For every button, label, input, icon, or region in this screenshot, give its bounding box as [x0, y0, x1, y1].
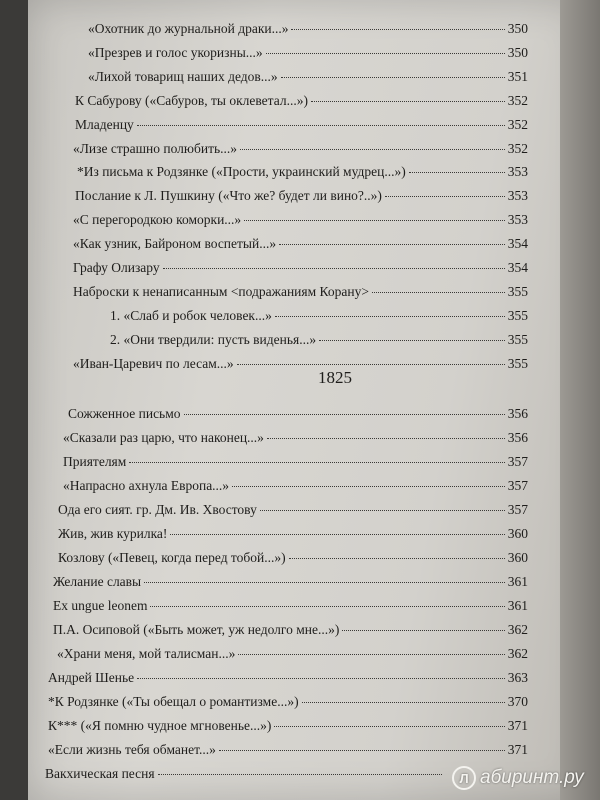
toc-entry-page: 351: [507, 69, 528, 84]
toc-entry-title: Жив, жив курилка!: [58, 526, 168, 541]
leader-dots: [319, 340, 505, 341]
toc-entry: [53, 597, 528, 615]
toc-entry-title: К*** («Я помню чудное мгновенье...»): [48, 718, 272, 733]
toc-entry-page: 352: [507, 93, 528, 108]
toc-entry: [63, 429, 528, 447]
toc-entry-page: 352: [507, 117, 528, 132]
toc-entry-page: 353: [507, 164, 528, 179]
toc-entry: [58, 501, 528, 519]
adjacent-page-edge: [560, 0, 600, 800]
leader-dots: [163, 268, 505, 269]
leader-dots: [158, 774, 442, 775]
toc-entry-title: «Храни меня, мой талисман...»: [57, 646, 236, 661]
toc-entry-page: 354: [507, 236, 528, 251]
toc-entry-title: Желание славы: [53, 574, 142, 589]
toc-entry: [73, 355, 528, 373]
toc-entry-title: Андрей Шенье: [48, 670, 135, 685]
toc-entry-page: 357: [507, 478, 528, 493]
toc-entry-page: 361: [507, 574, 528, 589]
toc-entry-title: «С перегородкою коморки...»: [73, 212, 242, 227]
leader-dots: [232, 486, 505, 487]
toc-entry: [88, 20, 528, 38]
toc-entry: [58, 525, 528, 543]
leader-dots: [281, 77, 505, 78]
toc-entry-page: 362: [507, 622, 528, 637]
toc-entry-page: 355: [507, 284, 528, 299]
toc-entry-title: «Охотник до журнальной драки...»: [88, 21, 289, 36]
toc-entry-page: 357: [507, 502, 528, 517]
toc-entry-page: 354: [507, 260, 528, 275]
toc-entry-title: Козлову («Певец, когда перед тобой...»): [58, 550, 286, 565]
leader-dots: [266, 53, 505, 54]
toc-entry: [88, 68, 528, 86]
toc-entry: [45, 765, 445, 783]
toc-entry-title: Приятелям: [63, 454, 127, 469]
leader-dots: [260, 510, 505, 511]
toc-entry: [53, 573, 528, 591]
leader-dots: [291, 29, 504, 30]
toc-entry-page: 355: [507, 308, 528, 323]
toc-entry-title: Наброски к ненаписанным <подражаниям Корану>: [73, 284, 369, 299]
toc-entry-page: 360: [507, 526, 528, 541]
toc-entry-title: «Лихой товарищ наших дедов...»: [88, 69, 278, 84]
toc-entry: [73, 283, 528, 301]
toc-entry: [48, 669, 528, 687]
toc-entry-title: 1. «Слаб и робок человек...»: [110, 308, 272, 323]
toc-entry: [63, 477, 528, 495]
toc-entry-page: 353: [507, 188, 528, 203]
toc-entry-title: «Сказали раз царю, что наконец...»: [63, 430, 264, 445]
leader-dots: [302, 702, 505, 703]
toc-entry: [77, 163, 528, 181]
toc-entry: [73, 140, 528, 158]
toc-entry-page: 356: [507, 430, 528, 445]
toc-entry: [63, 453, 528, 471]
toc-entry-page: 357: [507, 454, 528, 469]
leader-dots: [238, 654, 504, 655]
leader-dots: [129, 462, 504, 463]
toc-entry-title: *Из письма к Родзянке («Прости, украинский мудрец...»): [77, 164, 406, 179]
toc-entry-page: 370: [507, 694, 528, 709]
toc-entry: [110, 331, 528, 349]
leader-dots: [385, 196, 505, 197]
toc-entry-title: «Лизе страшно полюбить...»: [73, 141, 238, 156]
leader-dots: [409, 172, 505, 173]
toc-entry-page: 363: [507, 670, 528, 685]
toc-entry-title: Сожженное письмо: [68, 406, 181, 421]
leader-dots: [289, 558, 505, 559]
book-page: [28, 0, 588, 800]
toc-entry-title: П.А. Осиповой («Быть может, уж недолго мне...»): [53, 622, 340, 637]
toc-entry: [48, 693, 528, 711]
toc-entry-title: К Сабурову («Сабуров, ты оклеветал...»): [75, 93, 308, 108]
toc-entry: [88, 44, 528, 62]
toc-entry-title: Графу Олизару: [73, 260, 160, 275]
leader-dots: [137, 678, 505, 679]
leader-dots: [170, 534, 504, 535]
toc-entry-page: 371: [507, 742, 528, 757]
toc-entry: [73, 259, 528, 277]
leader-dots: [267, 438, 505, 439]
toc-entry-page: 360: [507, 550, 528, 565]
toc-entry: [75, 187, 528, 205]
toc-entry-title: Младенцу: [75, 117, 134, 132]
leader-dots: [237, 364, 505, 365]
toc-entry: [53, 621, 528, 639]
toc-entry-page: 361: [507, 598, 528, 613]
toc-entry-page: 353: [507, 212, 528, 227]
labirint-watermark: [452, 766, 584, 790]
toc-entry: [57, 645, 528, 663]
toc-entry-title: «Как узник, Байроном воспетый...»: [73, 236, 277, 251]
toc-entry-title: Ода его сият. гр. Дм. Ив. Хвостову: [58, 502, 257, 517]
toc-entry-title: «Презрев и голос укоризны...»: [88, 45, 263, 60]
leader-dots: [311, 101, 505, 102]
toc-entry: [68, 405, 528, 423]
toc-entry-title: 2. «Они твердили: пусть виденья...»: [110, 332, 317, 347]
toc-entry-title: «Если жизнь тебя обманет...»: [48, 742, 216, 757]
leader-dots: [279, 244, 505, 245]
leader-dots: [144, 582, 505, 583]
leader-dots: [275, 316, 505, 317]
toc-entry-title: Вакхическая песня: [45, 766, 155, 781]
toc-entry-page: 362: [507, 646, 528, 661]
toc-entry-title: «Иван-Царевич по лесам...»: [73, 356, 234, 371]
leader-dots: [274, 726, 504, 727]
toc-entry: [73, 211, 528, 229]
toc-entry-title: Ex ungue leonem: [53, 598, 148, 613]
leader-dots: [219, 750, 505, 751]
leader-dots: [150, 606, 504, 607]
toc-entry-page: 350: [507, 45, 528, 60]
labirint-logo-icon: Л: [452, 766, 476, 790]
toc-entry-page: 355: [507, 332, 528, 347]
toc-entry: [110, 307, 528, 325]
leader-dots: [244, 220, 505, 221]
toc-entry-page: 356: [507, 406, 528, 421]
toc-entry-title: «Напрасно ахнула Европа...»: [63, 478, 230, 493]
leader-dots: [184, 414, 505, 415]
toc-entry: [75, 116, 528, 134]
leader-dots: [372, 292, 505, 293]
year-heading: 1825: [318, 368, 352, 387]
toc-entry-title: Послание к Л. Пушкину («Что же? будет ли вино?..»): [75, 188, 382, 203]
toc-entry: [75, 92, 528, 110]
toc-entry-page: 350: [507, 21, 528, 36]
leader-dots: [137, 125, 505, 126]
toc-entry-title: *К Родзянке («Ты обещал о романтизме...»): [48, 694, 299, 709]
toc-entry-page: 352: [507, 141, 528, 156]
leader-dots: [240, 149, 505, 150]
leader-dots: [342, 630, 504, 631]
toc-entry: [48, 741, 528, 759]
toc-entry: [48, 717, 528, 735]
toc-entry: [58, 549, 528, 567]
watermark-text: абиринт.ру: [480, 767, 584, 788]
toc-entry: [73, 235, 528, 253]
toc-entry-page: 371: [507, 718, 528, 733]
toc-entry-page: 355: [507, 356, 528, 371]
